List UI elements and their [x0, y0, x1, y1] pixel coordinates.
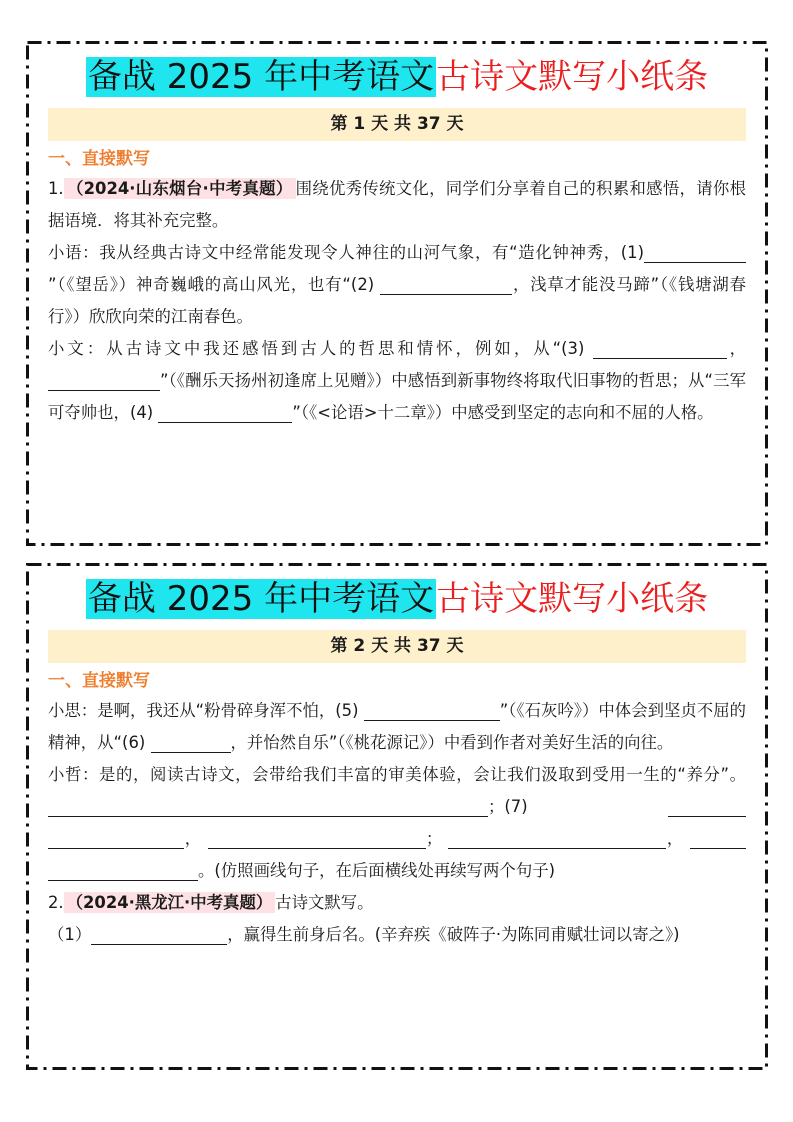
dialogue-text: 小哲：是的，阅读古诗文，会带给我们丰富的审美体验，会让我们汲取到受用一生的“养分”。 — [48, 765, 746, 784]
item-text: ，赢得生前身后名。(辛弃疾《破阵子·为陈同甫赋壮词以寄之》) — [227, 925, 680, 944]
question-number: 1. — [48, 179, 64, 198]
question-2 — [48, 887, 746, 919]
answer-blank-7d[interactable] — [448, 828, 666, 849]
dialogue-text: 小思：是啊，我还从“粉骨碎身浑不怕，(5) — [48, 701, 359, 720]
title-highlighted: 备战 2025 年中考语文 — [87, 579, 435, 619]
question-source-tag: （2024·山东烟台·中考真题） — [64, 178, 296, 199]
dialogue-text: ”（《酬乐天扬州初逢席上见赠》）中感悟到新事物终将取代旧事物的哲思；从“三军可夺帅也，(4) — [48, 371, 746, 422]
answer-blank-3-cont[interactable] — [709, 338, 727, 359]
dialogue-xiaowen — [48, 333, 746, 429]
dialogue-text: 。(仿照画线句子，在后面横线处再续写两个句子) — [198, 861, 555, 880]
dialogue-text: ， — [666, 829, 685, 848]
answer-blank-7c[interactable] — [208, 828, 426, 849]
dialogue-text: ；(7) — [488, 797, 528, 816]
dialogue-xiaosi — [48, 695, 746, 759]
question-prompt: 围绕优秀传统文化，同学们分享着自己的积累和感悟，请你根据语境．将其补充完整。 — [48, 179, 746, 230]
dialogue-text: ”（《望岳》）神奇巍峨的高山风光，也有“(2) — [48, 275, 375, 294]
answer-blank-2[interactable] — [380, 274, 512, 295]
answer-blank-6[interactable] — [151, 732, 231, 753]
answer-blank-4[interactable] — [158, 402, 292, 423]
dialogue-text: 小语：我从经典古诗文中经常能发现令人神往的山河气象，有“造化钟神秀，(1) — [48, 243, 644, 262]
dialogue-text: 小文：从古诗文中我还感悟到古人的哲思和情怀，例如，从“(3) — [48, 339, 585, 358]
answer-blank-7e[interactable] — [690, 828, 746, 849]
card-title — [48, 50, 746, 104]
question-1 — [48, 173, 746, 237]
section-heading: 一、直接默写 — [48, 671, 150, 691]
answer-blank-5[interactable] — [364, 700, 500, 721]
answer-blank-7a[interactable] — [668, 796, 746, 817]
question-source-tag: （2024·黑龙江·中考真题） — [64, 892, 276, 913]
answer-blank-7b[interactable] — [48, 828, 184, 849]
dialogue-text: ”（《<论语>十二章》）中感受到坚定的志向和不屈的人格。 — [292, 403, 714, 422]
card-title — [48, 572, 746, 626]
answer-blank-7f[interactable] — [48, 860, 198, 881]
answer-blank-q2-1[interactable] — [91, 924, 227, 945]
question-prompt: 古诗文默写。 — [275, 893, 374, 912]
dialogue-text: ， — [184, 829, 202, 848]
title-red: 古诗文默写小纸条 — [436, 57, 709, 97]
dictation-card-day-2 — [26, 563, 768, 1070]
item-number: （1） — [48, 925, 92, 944]
day-counter: 第 2 天 共 37 天 — [48, 630, 746, 663]
dialogue-text: ，并怡然自乐”（《桃花源记》）中看到作者对美好生活的向往。 — [230, 733, 674, 752]
answer-blank-3b[interactable] — [48, 370, 160, 391]
section-heading: 一、直接默写 — [48, 149, 150, 169]
dialogue-xiaoyu — [48, 237, 746, 333]
title-red: 古诗文默写小纸条 — [436, 579, 709, 619]
dialogue-text: ，浅草才能没马蹄”（《钱塘湖春行》）欣欣向荣的江南春色。 — [48, 275, 746, 326]
dictation-card-day-1 — [26, 41, 768, 546]
answer-blank-underlined-sentence[interactable] — [48, 796, 488, 817]
title-highlighted: 备战 2025 年中考语文 — [87, 57, 435, 97]
answer-blank-1[interactable] — [644, 242, 660, 263]
dialogue-text: ； — [425, 829, 443, 848]
dialogue-text: ， — [726, 339, 746, 358]
question-number: 2. — [48, 893, 64, 912]
answer-blank-1-cont[interactable] — [660, 242, 746, 263]
day-counter: 第 1 天 共 37 天 — [48, 108, 746, 141]
dialogue-xiaozhe — [48, 759, 746, 887]
dialogue-text: ”（《石灰吟》）中体会到坚贞不屈的精神，从“(6) — [48, 701, 746, 752]
question-2-item-1 — [48, 919, 746, 951]
answer-blank-3[interactable] — [593, 338, 709, 359]
